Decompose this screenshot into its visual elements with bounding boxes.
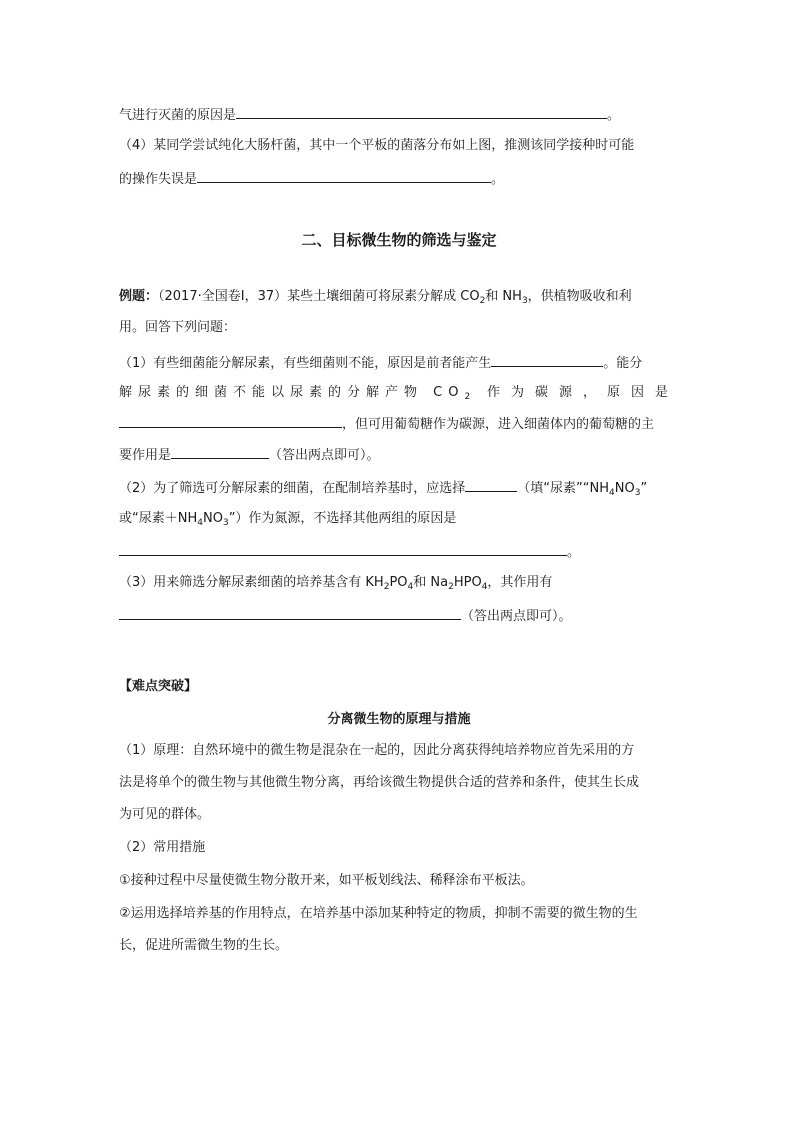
question-text: 气进行灭菌的原因是 bbox=[119, 108, 237, 123]
measure-item: 长，促进所需微生物的生长。 bbox=[119, 938, 289, 953]
example-text: 和 NH bbox=[485, 289, 522, 304]
question-text: 。能分 bbox=[603, 356, 643, 371]
question-text: 的操作失误是 bbox=[119, 172, 198, 187]
subscript: 4 bbox=[407, 582, 414, 592]
text: 解尿素的细菌不能以尿素的分解产物 CO bbox=[119, 385, 465, 400]
question-text: 作为碳源，原因是 bbox=[486, 385, 679, 400]
answer-blank[interactable] bbox=[197, 168, 491, 183]
subscript: 3 bbox=[634, 488, 641, 498]
question-text: （3）用来筛选分解尿素细菌的培养基含有 KH bbox=[119, 575, 384, 590]
measure-item: ②运用选择培养基的作用特点，在培养基中添加某种特定的物质，抑制不需要的微生物的生 bbox=[119, 906, 638, 921]
answer-blank[interactable] bbox=[119, 541, 567, 556]
principle-paragraph: （1）原理：自然环境中的微生物是混杂在一起的，因此分离获得纯培养物应首先采用的方 bbox=[119, 743, 635, 758]
question-line bbox=[119, 168, 679, 190]
sub-question-3 bbox=[119, 573, 679, 593]
sub-question-1-line bbox=[119, 413, 679, 435]
answer-blank[interactable] bbox=[119, 413, 342, 428]
sub-question-1-line bbox=[119, 383, 679, 403]
example-label: 例题： bbox=[119, 289, 159, 304]
answer-blank[interactable] bbox=[119, 605, 461, 620]
subscript: 4 bbox=[481, 582, 488, 592]
question-text: NO bbox=[614, 481, 635, 496]
subscript: 2 bbox=[383, 582, 390, 592]
section-title: 二、目标微生物的筛选与鉴定 bbox=[301, 231, 497, 249]
subscript: 4 bbox=[197, 518, 203, 528]
sub-question-2-line bbox=[119, 509, 679, 529]
question-line bbox=[119, 104, 679, 126]
subscript: 2 bbox=[448, 582, 454, 592]
subscript: 3 bbox=[222, 518, 229, 528]
question-text: 要作用是 bbox=[119, 448, 172, 463]
question-text: ，其作用有 bbox=[487, 575, 553, 590]
question-text: ”）作为氮源，不选择其他两组的原因是 bbox=[228, 511, 457, 526]
subscript: 2 bbox=[479, 296, 486, 306]
measure-item: ①接种过程中尽量使微生物分散开来，如平板划线法、稀释涂布平板法。 bbox=[119, 873, 534, 888]
question-text bbox=[119, 383, 476, 403]
subscript: 2 bbox=[464, 392, 477, 402]
sub-question-2-line bbox=[119, 541, 679, 563]
question-text: PO bbox=[389, 575, 408, 590]
subscript: 3 bbox=[521, 296, 528, 306]
sub-question-1-line bbox=[119, 444, 679, 466]
punctuation: 。 bbox=[491, 172, 505, 187]
principle-paragraph: 为可见的群体。 bbox=[119, 807, 211, 822]
question-line bbox=[119, 136, 679, 156]
measures-heading: （2）常用措施 bbox=[119, 840, 206, 855]
question-text: （答出两点即可）。 bbox=[269, 448, 380, 463]
question-text: 和 Na bbox=[413, 575, 449, 590]
sub-question-1 bbox=[119, 352, 679, 374]
sub-question-2 bbox=[119, 477, 679, 499]
question-text: 。 bbox=[567, 545, 581, 560]
question-text: ，但可用葡萄糖作为碳源，进入细菌体内的葡萄糖的主 bbox=[342, 417, 655, 432]
answer-blank[interactable] bbox=[236, 104, 607, 119]
question-text: NO bbox=[202, 511, 223, 526]
example-line bbox=[119, 318, 679, 338]
question-text: ” bbox=[640, 481, 648, 496]
question-text: （1）有些细菌能分解尿素，有些细菌则不能，原因是前者能产生 bbox=[119, 356, 492, 371]
question-text: （2）为了筛选可分解尿素的细菌，在配制培养基时，应选择 bbox=[119, 481, 466, 496]
example-text: ，供植物吸收和利 bbox=[527, 289, 632, 304]
question-text: （4）某同学尝试纯化大肠杆菌，其中一个平板的菌落分布如上图，推测该同学接种时可能 bbox=[119, 138, 635, 153]
answer-blank[interactable] bbox=[465, 477, 517, 492]
question-text: 或“尿素＋NH bbox=[119, 511, 198, 526]
punctuation: 。 bbox=[607, 108, 621, 123]
subscript: 4 bbox=[609, 488, 615, 498]
question-text: HPO bbox=[453, 575, 482, 590]
sub-question-3-line bbox=[119, 605, 679, 627]
question-text: （答出两点即可）。 bbox=[461, 609, 572, 624]
principle-paragraph: 法是将单个的微生物与其他微生物分离，再给该微生物提供合适的营养和条件，使其生长成 bbox=[119, 775, 640, 790]
difficulty-tag: 【难点突破】 bbox=[119, 679, 198, 694]
answer-blank[interactable] bbox=[491, 352, 603, 367]
question-text: （填“尿素”“NH bbox=[517, 481, 609, 496]
example-text: 用。回答下列问题： bbox=[119, 320, 237, 335]
answer-blank[interactable] bbox=[171, 444, 269, 459]
example-text: （2017·全国卷Ⅰ，37）某些土壤细菌可将尿素分解成 CO bbox=[158, 289, 480, 304]
example-line bbox=[119, 287, 679, 307]
difficulty-title: 分离微生物的原理与措施 bbox=[327, 712, 471, 727]
